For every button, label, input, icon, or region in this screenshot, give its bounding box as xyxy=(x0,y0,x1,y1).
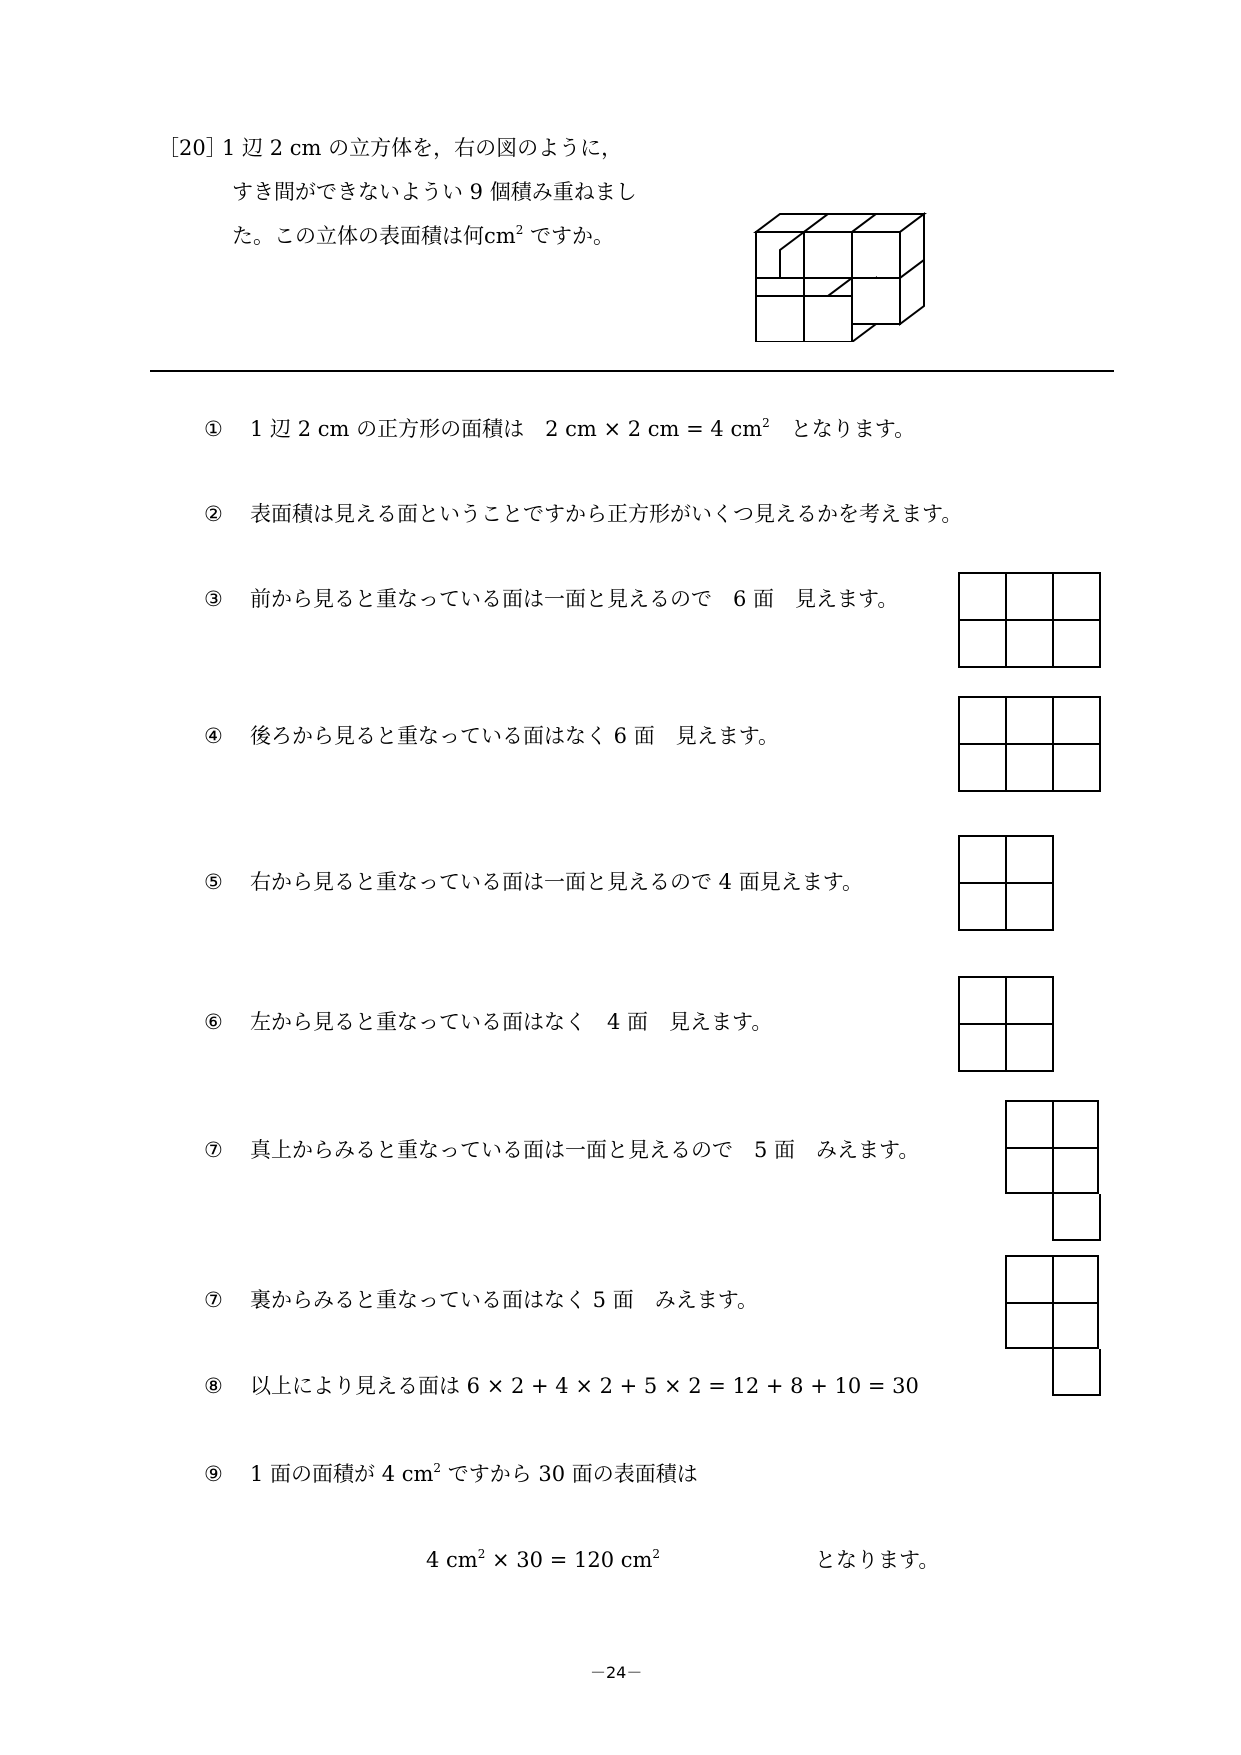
step-8-mark: ⑧ xyxy=(204,1374,223,1398)
final-equation-part-2: × 30 = 120 cm xyxy=(485,1548,653,1572)
step-7 xyxy=(204,1136,919,1164)
step-2 xyxy=(204,500,962,528)
step-2-mark: ② xyxy=(204,502,223,526)
problem-line-2: すき間ができないようい 9 個積み重ねまし xyxy=(232,180,637,204)
problem-line-1: 1 辺 2 cm の立方体を，右の図のように， xyxy=(222,136,623,160)
step-5-text: 右から見ると重なっている面は一面と見えるので 4 面見えます。 xyxy=(250,870,864,894)
step-7b-mark: ⑦ xyxy=(204,1288,223,1312)
problem-line-3-text: た。この立体の表面積は何cm xyxy=(232,224,516,248)
step-8 xyxy=(204,1372,919,1400)
step-3 xyxy=(204,585,898,613)
final-conclusion: となります。 xyxy=(815,1548,940,1572)
step-6-mark: ⑥ xyxy=(204,1010,223,1034)
step-4-mark: ④ xyxy=(204,724,223,748)
step-1-sup: 2 xyxy=(762,416,770,430)
step-4 xyxy=(204,722,779,750)
step-8-text: 以上により見える面は 6 × 2 + 4 × 2 + 5 × 2 = 12 + 8 + 10 = 30 xyxy=(250,1374,919,1398)
step-9-sup: 2 xyxy=(433,1461,442,1475)
step-1 xyxy=(204,415,915,443)
step-1-mark: ① xyxy=(204,417,223,441)
step-5-mark: ⑤ xyxy=(204,870,223,894)
step-7-mark: ⑦ xyxy=(204,1138,223,1162)
step-6 xyxy=(204,1008,772,1036)
top-view-grid xyxy=(1005,1100,1099,1241)
step-3-text: 前から見ると重なっている面は一面と見えるので 6 面 見えます。 xyxy=(250,587,899,611)
step-7b-text: 裏からみると重なっている面はなく 5 面 みえます。 xyxy=(250,1288,759,1312)
problem-line-3-tail: ですか。 xyxy=(523,224,615,248)
final-equation-sup-2: 2 xyxy=(652,1547,661,1561)
problem-line-3-sup: 2 xyxy=(515,223,524,237)
final-equation-part-1: 4 cm xyxy=(426,1548,478,1572)
right-view-grid xyxy=(958,835,1054,931)
final-equation-sup-1: 2 xyxy=(477,1547,486,1561)
step-1-text: 1 辺 2 cm の正方形の面積は 2 cm × 2 cm = 4 cm xyxy=(250,417,763,441)
step-9-mark: ⑨ xyxy=(204,1462,223,1486)
step-9-text: 1 面の面積が 4 cm xyxy=(250,1462,434,1486)
problem-line-3 xyxy=(232,222,614,250)
horizontal-divider xyxy=(150,370,1114,372)
back-view-grid xyxy=(958,696,1101,792)
stacked-cubes-figure xyxy=(752,210,968,342)
step-7-text: 真上からみると重なっている面は一面と見えるので 5 面 みえます。 xyxy=(250,1138,920,1162)
step-4-text: 後ろから見ると重なっている面はなく 6 面 見えます。 xyxy=(250,724,780,748)
step-5 xyxy=(204,868,863,896)
step-6-text: 左から見ると重なっている面はなく 4 面 見えます。 xyxy=(250,1010,773,1034)
step-1-tail: となります。 xyxy=(769,417,916,441)
left-view-grid xyxy=(958,976,1054,1072)
page-number: －24－ xyxy=(590,1663,643,1682)
bottom-view-grid xyxy=(1005,1255,1099,1396)
problem-number: ［20］ xyxy=(158,136,227,160)
final-equation xyxy=(426,1546,660,1574)
step-9-tail: ですから 30 面の表面積は xyxy=(441,1462,698,1486)
step-3-mark: ③ xyxy=(204,587,223,611)
step-7b xyxy=(204,1286,758,1314)
step-9 xyxy=(204,1460,698,1488)
front-view-grid xyxy=(958,572,1101,668)
step-2-text: 表面積は見える面ということですから正方形がいくつ見えるかを考えます。 xyxy=(250,502,963,526)
